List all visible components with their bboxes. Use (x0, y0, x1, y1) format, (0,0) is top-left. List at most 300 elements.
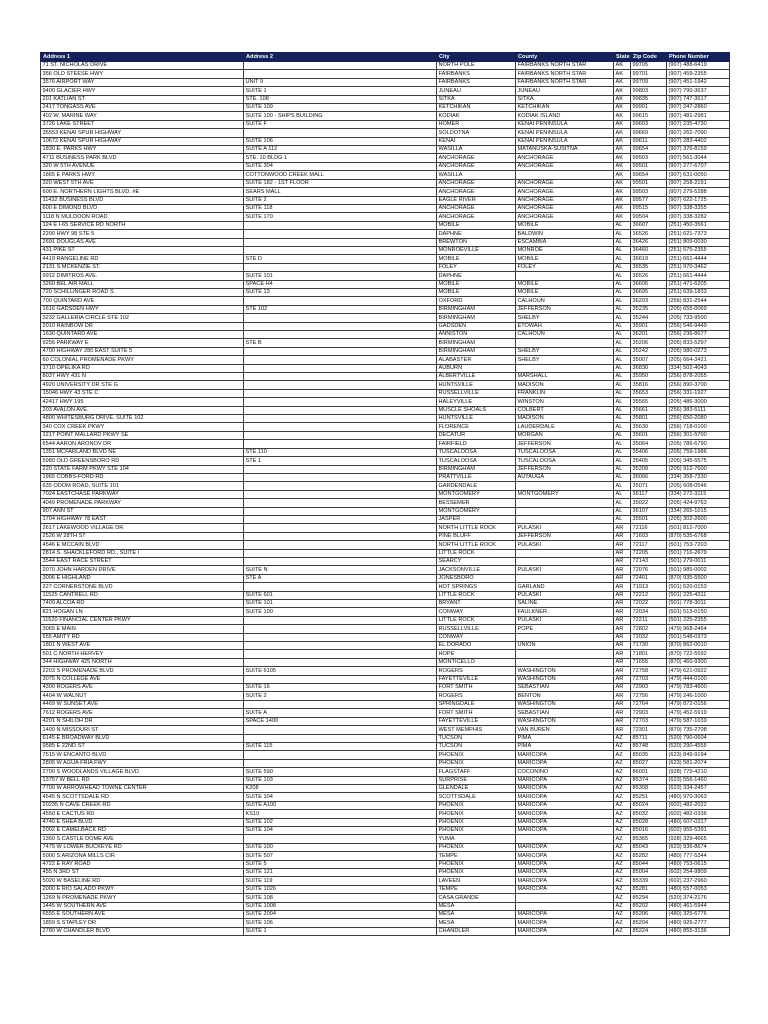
county-cell: MOBILE (516, 280, 614, 288)
zip-code-cell: 35653 (631, 389, 667, 397)
table-row (41, 633, 730, 641)
address-1-cell: 3075 N COLLEGE AVE (41, 675, 244, 683)
table-row (41, 700, 730, 708)
address-1-cell: 9400 GLACIER HWY (41, 87, 244, 95)
address-1-cell: 1217 POINT MALLARD PKWY SE (41, 431, 244, 439)
city-cell: JACKSONVILLE (437, 566, 516, 574)
phone-number-cell: (907) 277-6707 (667, 162, 730, 170)
zip-code-cell: 72764 (631, 700, 667, 708)
zip-code-cell: 72703 (631, 675, 667, 683)
address-2-cell (244, 465, 437, 473)
address-1-cell: 11520 FINANCIAL CENTER PKWY (41, 616, 244, 624)
address-2-cell: SUITE 182 - 1ST FLOOR (244, 179, 437, 187)
zip-code-cell: 35022 (631, 499, 667, 507)
table-row (41, 600, 730, 608)
county-cell: MOBILE (516, 255, 614, 263)
county-cell (516, 650, 614, 658)
address-2-cell (244, 364, 437, 372)
state-cell: AL (614, 331, 631, 339)
phone-number-cell: (501) 716-2679 (667, 549, 730, 557)
county-cell: JEFFERSON (516, 532, 614, 540)
county-cell: MARICOPA (516, 776, 614, 784)
address-1-cell: 4545 N SCOTTSDALE RD (41, 793, 244, 801)
phone-number-cell: (251) 621-7373 (667, 230, 730, 238)
address-2-cell: SUITE 2 (244, 196, 437, 204)
address-1-cell: 5020 W BASELINE RD (41, 877, 244, 885)
city-cell: PHOENIX (437, 801, 516, 809)
state-cell: AL (614, 406, 631, 414)
county-cell: UNION (516, 642, 614, 650)
state-cell: AZ (614, 885, 631, 893)
table-row (41, 465, 730, 473)
zip-code-cell: 35601 (631, 431, 667, 439)
phone-number-cell: (480) 557-0053 (667, 885, 730, 893)
zip-code-cell: 72703 (631, 717, 667, 725)
state-cell: AL (614, 322, 631, 330)
zip-code-cell: 35209 (631, 465, 667, 473)
table-row (41, 717, 730, 725)
phone-number-cell: (256) 301-5700 (667, 431, 730, 439)
city-cell: YUMA (437, 835, 516, 843)
city-cell: GARDENDALE (437, 482, 516, 490)
phone-number-cell: (870) 722-5592 (667, 650, 730, 658)
phone-number-cell: (205) 980-0273 (667, 347, 730, 355)
address-1-cell: 1710 OPELIKA RD (41, 364, 244, 372)
county-cell: MARICOPA (516, 818, 614, 826)
address-1-cell: 8037 HWY 431 N (41, 373, 244, 381)
city-cell: KODIAK (437, 112, 516, 120)
address-table (40, 52, 730, 936)
city-cell: ANCHORAGE (437, 154, 516, 162)
address-2-cell: SUITE 1 (244, 87, 437, 95)
zip-code-cell: 85339 (631, 877, 667, 885)
zip-code-cell: 72022 (631, 600, 667, 608)
phone-number-cell: (479) 783-4600 (667, 684, 730, 692)
address-2-cell: SUITE 1026 (244, 885, 437, 893)
table-row (41, 684, 730, 692)
table-row (41, 759, 730, 767)
city-cell: MUSCLE SHOALS (437, 406, 516, 414)
city-cell: KENAI (437, 137, 516, 145)
table-row (41, 793, 730, 801)
address-2-cell: SUITE 104 (244, 826, 437, 834)
city-cell: PHOENIX (437, 826, 516, 834)
address-2-cell: SPACE 1400 (244, 717, 437, 725)
header-county: County (516, 53, 614, 62)
zip-code-cell: 71655 (631, 658, 667, 666)
phone-number-cell: (480) 607-0317 (667, 818, 730, 826)
phone-number-cell: (907) 338-3355 (667, 204, 730, 212)
state-cell: AZ (614, 919, 631, 927)
address-2-cell: SUITE 101 (244, 600, 437, 608)
state-cell: AL (614, 230, 631, 238)
city-cell: PHOENIX (437, 869, 516, 877)
state-cell: AR (614, 600, 631, 608)
address-1-cell: 4404 W WALNUT (41, 692, 244, 700)
zip-code-cell: 35901 (631, 322, 667, 330)
city-cell: CASA GRANDE (437, 894, 516, 902)
city-cell: BIRMINGHAM (437, 339, 516, 347)
zip-code-cell: 36426 (631, 238, 667, 246)
state-cell: AL (614, 356, 631, 364)
address-2-cell: SUITE 106 (244, 919, 437, 927)
address-2-cell: STE A (244, 574, 437, 582)
phone-number-cell: (907) 283-4402 (667, 137, 730, 145)
header-address-1: Address 1 (41, 53, 244, 62)
county-cell: WASHINGTON (516, 717, 614, 725)
county-cell: MARICOPA (516, 869, 614, 877)
address-2-cell (244, 541, 437, 549)
address-1-cell: 13757 W BELL RD (41, 776, 244, 784)
table-row (41, 566, 730, 574)
county-cell: WASHINGTON (516, 700, 614, 708)
address-2-cell: SUITE 104 (244, 793, 437, 801)
state-cell: AZ (614, 843, 631, 851)
state-cell: AR (614, 524, 631, 532)
phone-number-cell: (334) 358-7330 (667, 473, 730, 481)
zip-code-cell: 35064 (631, 440, 667, 448)
city-cell: LITTLE ROCK (437, 591, 516, 599)
phone-number-cell: (907) 338-3282 (667, 213, 730, 221)
address-1-cell: 402 W. MARINE WAY (41, 112, 244, 120)
table-row (41, 331, 730, 339)
state-cell: AK (614, 62, 631, 70)
phone-number-cell: (251) 970-3462 (667, 263, 730, 271)
address-2-cell (244, 331, 437, 339)
address-1-cell: 220 STATE FARM PKWY STE 104 (41, 465, 244, 473)
phone-number-cell: (205) 733-9500 (667, 314, 730, 322)
address-1-cell: 2131 S MCKENZIE ST. (41, 263, 244, 271)
state-cell: AK (614, 188, 631, 196)
county-cell: PULASKI (516, 524, 614, 532)
table-row (41, 406, 730, 414)
state-cell: AL (614, 347, 631, 355)
table-row (41, 490, 730, 498)
county-cell: MARICOPA (516, 911, 614, 919)
phone-number-cell: (520) 290-4555 (667, 742, 730, 750)
county-cell: WASHINGTON (516, 667, 614, 675)
county-cell: MARICOPA (516, 759, 614, 767)
city-cell: HUNTSVILLE (437, 381, 516, 389)
county-cell: MARICOPA (516, 793, 614, 801)
phone-number-cell: (251) 661-4444 (667, 255, 730, 263)
zip-code-cell: 36535 (631, 263, 667, 271)
county-cell: ANCHORAGE (516, 213, 614, 221)
phone-number-cell: (205) 912-7600 (667, 465, 730, 473)
county-cell: CALHOUN (516, 331, 614, 339)
state-cell: AL (614, 440, 631, 448)
table-row (41, 843, 730, 851)
table-row (41, 835, 730, 843)
table-row (41, 591, 730, 599)
state-cell: AZ (614, 826, 631, 834)
address-1-cell: 2203 S PROMENADE BLVD (41, 667, 244, 675)
phone-number-cell: (928) 779-4210 (667, 768, 730, 776)
zip-code-cell: 72802 (631, 625, 667, 633)
address-2-cell (244, 389, 437, 397)
address-1-cell: 2780 W CHANDLER BLVD (41, 927, 244, 935)
city-cell: TUSCALOOSA (437, 448, 516, 456)
table-row (41, 70, 730, 78)
table-row (41, 810, 730, 818)
state-cell: AL (614, 238, 631, 246)
zip-code-cell: 36107 (631, 507, 667, 515)
city-cell: CONWAY (437, 633, 516, 641)
phone-number-cell: (251) 575-2355 (667, 246, 730, 254)
county-cell: FRANKLIN (516, 389, 614, 397)
table-row (41, 877, 730, 885)
county-cell: MATANUSKA-SUSITNA (516, 146, 614, 154)
county-cell (516, 574, 614, 582)
address-2-cell (244, 297, 437, 305)
address-1-cell: 600 E DIMOND BLVD (41, 204, 244, 212)
city-cell: OXFORD (437, 297, 516, 305)
zip-code-cell: 71801 (631, 650, 667, 658)
zip-code-cell: 85202 (631, 902, 667, 910)
address-1-cell: 356 OLD STEESE HWY (41, 70, 244, 78)
zip-code-cell: 99501 (631, 162, 667, 170)
address-1-cell: 340 COX CREEK PKWY (41, 423, 244, 431)
zip-code-cell: 36526 (631, 230, 667, 238)
city-cell: JASPER (437, 515, 516, 523)
address-1-cell: 2805 W AGUA FRIA FWY (41, 759, 244, 767)
header-phone-number: Phone Number (667, 53, 730, 62)
table-row (41, 667, 730, 675)
address-2-cell: STE 110 (244, 448, 437, 456)
address-1-cell: 3576 AIRPORT WAY (41, 78, 244, 86)
county-cell (516, 272, 614, 280)
address-2-cell: SUITE 2004 (244, 911, 437, 919)
phone-number-cell: (480) 753-0615 (667, 860, 730, 868)
phone-number-cell: (480) 926-2777 (667, 919, 730, 927)
state-cell: AL (614, 431, 631, 439)
county-cell: LAUDERDALE (516, 423, 614, 431)
header-zip-code: Zip Code (631, 53, 667, 62)
zip-code-cell: 35816 (631, 381, 667, 389)
county-cell: ETOWAH (516, 322, 614, 330)
county-cell (516, 499, 614, 507)
table-row (41, 911, 730, 919)
table-row (41, 272, 730, 280)
table-row (41, 499, 730, 507)
phone-number-cell: (256) 831-2544 (667, 297, 730, 305)
county-cell: PULASKI (516, 566, 614, 574)
address-1-cell: 4920 UNIVERSITY DR STE G (41, 381, 244, 389)
address-2-cell (244, 726, 437, 734)
county-cell: MONROE (516, 246, 614, 254)
table-row (41, 62, 730, 70)
table-row (41, 709, 730, 717)
table-row (41, 894, 730, 902)
table-row (41, 532, 730, 540)
zip-code-cell: 85294 (631, 894, 667, 902)
city-cell: FLORENCE (437, 423, 516, 431)
state-cell: AR (614, 650, 631, 658)
county-cell: MARICOPA (516, 877, 614, 885)
city-cell: FOLEY (437, 263, 516, 271)
city-cell: AUBURN (437, 364, 516, 372)
address-1-cell: 3260 BEL AIR MALL (41, 280, 244, 288)
address-1-cell: 10672 KENAI SPUR HIGHWAY (41, 137, 244, 145)
address-1-cell: 2417 TONGASS AVE (41, 104, 244, 112)
phone-number-cell: (480) 970-3063 (667, 793, 730, 801)
table-row (41, 221, 730, 229)
zip-code-cell: 35235 (631, 305, 667, 313)
table-row (41, 734, 730, 742)
address-2-cell: SUITE 16 (244, 684, 437, 692)
zip-code-cell: 36201 (631, 331, 667, 339)
zip-code-cell: 99504 (631, 213, 667, 221)
county-cell: SHELBY (516, 314, 614, 322)
phone-number-cell: (334) 265-1015 (667, 507, 730, 515)
zip-code-cell: 99835 (631, 95, 667, 103)
city-cell: ANCHORAGE (437, 162, 516, 170)
address-1-cell: 2617 LAKEWOOD VILLAGE DR (41, 524, 244, 532)
address-2-cell (244, 616, 437, 624)
city-cell: MONTICELLO (437, 658, 516, 666)
table-row (41, 751, 730, 759)
address-2-cell: SUITE 101 (244, 272, 437, 280)
address-2-cell: SUITE 6105 (244, 667, 437, 675)
address-2-cell (244, 70, 437, 78)
county-cell: BALDWIN (516, 230, 614, 238)
table-row (41, 784, 730, 792)
address-1-cell: 203 AVALON AVE. (41, 406, 244, 414)
city-cell: GLENDALE (437, 784, 516, 792)
phone-number-cell: (907) 459-2355 (667, 70, 730, 78)
phone-number-cell: (602) 955-5391 (667, 826, 730, 834)
address-1-cell: 4711 BUSINESS PARK BLVD (41, 154, 244, 162)
city-cell: BESSEMER (437, 499, 516, 507)
zip-code-cell: 99901 (631, 104, 667, 112)
city-cell: WASILLA (437, 146, 516, 154)
city-cell: MESA (437, 902, 516, 910)
zip-code-cell: 72143 (631, 557, 667, 565)
address-1-cell: 60 COLONIAL PROMENADE PKWY (41, 356, 244, 364)
phone-number-cell: (907) 561-3044 (667, 154, 730, 162)
address-2-cell (244, 759, 437, 767)
table-row (41, 364, 730, 372)
city-cell: MOBILE (437, 221, 516, 229)
zip-code-cell: 36526 (631, 272, 667, 280)
city-cell: FAYETTEVILLE (437, 675, 516, 683)
table-row (41, 347, 730, 355)
phone-number-cell: (907) 376-8159 (667, 146, 730, 154)
table-row (41, 146, 730, 154)
county-cell (516, 482, 614, 490)
city-cell: MESA (437, 911, 516, 919)
address-2-cell (244, 700, 437, 708)
county-cell: KENAI PENINSULA (516, 120, 614, 128)
table-row (41, 154, 730, 162)
phone-number-cell: (205) 759-1986 (667, 448, 730, 456)
table-row (41, 524, 730, 532)
address-1-cell: 4722 E RAY ROAD (41, 860, 244, 868)
state-cell: AK (614, 70, 631, 78)
city-cell: RUSSELLVILLE (437, 389, 516, 397)
address-1-cell: 6544 AARON ARONOV DR (41, 440, 244, 448)
phone-number-cell: (623) 849-9194 (667, 751, 730, 759)
zip-code-cell: 85251 (631, 793, 667, 801)
phone-number-cell: (870) 460-9300 (667, 658, 730, 666)
zip-code-cell: 35007 (631, 356, 667, 364)
county-cell: JUNEAU (516, 87, 614, 95)
county-cell: VAN BUREN (516, 726, 614, 734)
county-cell: ANCHORAGE (516, 188, 614, 196)
city-cell: FLAGSTAFF (437, 768, 516, 776)
address-1-cell: 7475 W LOWER BUCKEYE RD (41, 843, 244, 851)
city-cell: DECATUR (437, 431, 516, 439)
county-cell: SITKA (516, 95, 614, 103)
table-row (41, 583, 730, 591)
state-cell: AL (614, 288, 631, 296)
city-cell: CONWAY (437, 608, 516, 616)
phone-number-cell: (501) 778-3011 (667, 600, 730, 608)
address-2-cell (244, 524, 437, 532)
address-2-cell (244, 835, 437, 843)
city-cell: FORT SMITH (437, 709, 516, 717)
zip-code-cell: 35242 (631, 347, 667, 355)
table-row (41, 297, 730, 305)
state-cell: AZ (614, 835, 631, 843)
phone-number-cell: (870) 935-5500 (667, 574, 730, 582)
table-row (41, 204, 730, 212)
county-cell: MARICOPA (516, 885, 614, 893)
zip-code-cell: 85043 (631, 843, 667, 851)
county-cell (516, 902, 614, 910)
city-cell: TUCSON (437, 734, 516, 742)
state-cell: AK (614, 179, 631, 187)
table-row (41, 373, 730, 381)
address-1-cell: 3232 GALLERIA CIRCLE STE 102 (41, 314, 244, 322)
phone-number-cell: (205) 608-0546 (667, 482, 730, 490)
city-cell: SOLDOTNA (437, 129, 516, 137)
county-cell: MARICOPA (516, 784, 614, 792)
phone-number-cell: (907) 790-3637 (667, 87, 730, 95)
table-row (41, 314, 730, 322)
table-row (41, 608, 730, 616)
address-2-cell (244, 431, 437, 439)
address-2-cell: SUITE 115 (244, 742, 437, 750)
address-1-cell: 1965 COBBS-FORD RD (41, 473, 244, 481)
address-2-cell: SPACE H4 (244, 280, 437, 288)
county-cell: FAULKNER (516, 608, 614, 616)
city-cell: TEMPE (437, 852, 516, 860)
phone-number-cell: (251) 639-1833 (667, 288, 730, 296)
address-1-cell: 20235 N CAVE CREEK RD (41, 801, 244, 809)
state-cell: AK (614, 137, 631, 145)
table-row (41, 78, 730, 86)
state-cell: AK (614, 120, 631, 128)
city-cell: MESA (437, 919, 516, 927)
phone-number-cell: (205) 664-3421 (667, 356, 730, 364)
zip-code-cell: 35801 (631, 415, 667, 423)
county-cell: MARICOPA (516, 751, 614, 759)
state-cell: AR (614, 532, 631, 540)
address-1-cell: 5980 OLD GREENSBORO RD (41, 457, 244, 465)
table-row (41, 238, 730, 246)
zip-code-cell: 72211 (631, 616, 667, 624)
address-1-cell: 7700 W ARROWHEAD TOWNE CENTER (41, 784, 244, 792)
state-cell: AZ (614, 911, 631, 919)
zip-code-cell: 35661 (631, 406, 667, 414)
address-1-cell: 7515 W ENCANTO BLVD (41, 751, 244, 759)
address-2-cell: SUITE 119 (244, 877, 437, 885)
address-1-cell: 1445 W SOUTHERN AVE (41, 902, 244, 910)
state-cell: AR (614, 591, 631, 599)
city-cell: ANNISTON (437, 331, 516, 339)
zip-code-cell: 85004 (631, 869, 667, 877)
